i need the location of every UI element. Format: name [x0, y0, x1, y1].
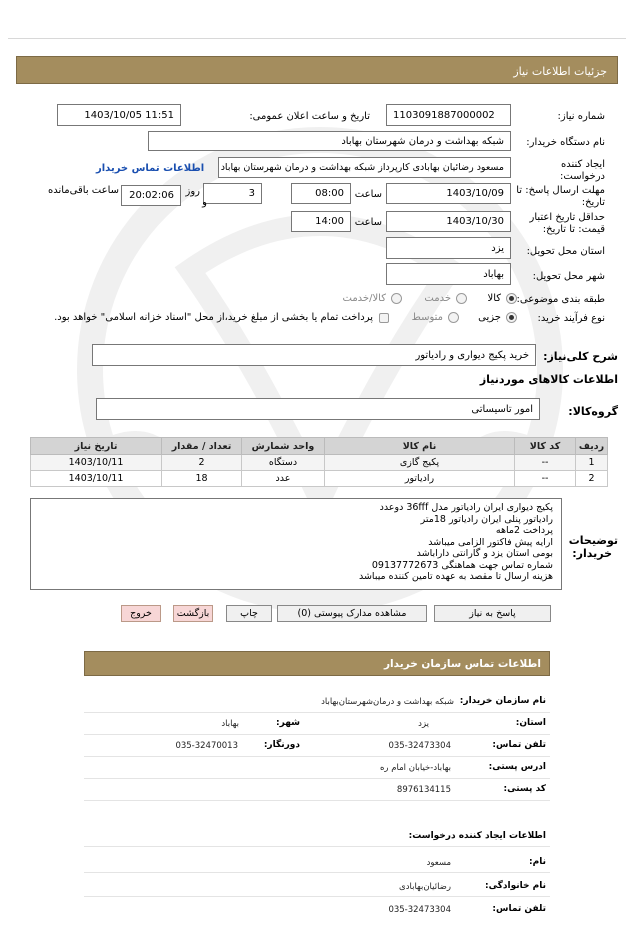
process-option-medium[interactable]: متوسط: [412, 312, 459, 323]
province-field: یزد: [386, 237, 511, 259]
creator-label: ایجاد کننده: [561, 159, 605, 170]
validity-date-field: 1403/10/30: [386, 211, 511, 232]
divider: [84, 846, 550, 847]
creator-name-label: نام:: [529, 857, 546, 867]
summary-label: شرح کلی‌نیاز:: [543, 350, 618, 363]
divider: [84, 896, 550, 897]
cell-code: --: [515, 471, 576, 487]
back-button[interactable]: بازگشت: [173, 605, 213, 622]
contact-city-label: شهر:: [276, 718, 300, 728]
table-header-row: [31, 438, 608, 455]
description-box: [30, 498, 562, 590]
province-label: استان محل تحویل:: [526, 246, 605, 257]
remaining-days-field: 3: [203, 183, 262, 204]
city-label: شهر محل تحویل:: [532, 271, 605, 282]
treasury-checkbox[interactable]: پرداخت تمام یا بخشی از مبلغ خرید،از محل "اسناد خزانه اسلامی" خواهد بود.: [54, 312, 389, 323]
col-header-code: کد کالا: [515, 438, 576, 455]
contact-province-label: استان:: [515, 718, 546, 728]
category-label: طبقه بندی موضوعی:: [516, 294, 605, 305]
contact-fax-label: دورنگار:: [263, 740, 300, 750]
need-number-label: شماره نیاز:: [557, 111, 605, 122]
validity-time-field: 14:00: [291, 211, 351, 232]
description-label: توضیحات: [568, 534, 618, 547]
divider: [84, 778, 550, 779]
creator-label-2: درخواست:: [560, 171, 605, 182]
checkbox-icon[interactable]: [379, 313, 389, 323]
cell-unit: دستگاه: [242, 455, 325, 471]
contact-section-title: اطلاعات تماس سازمان خریدار: [84, 651, 550, 676]
validity-label: حداقل تاریخ اعتبار: [529, 212, 605, 223]
print-button[interactable]: چاپ: [226, 605, 272, 622]
creator-family-value: رضائیان‌بهابادی: [399, 882, 451, 892]
table-row: [31, 471, 608, 487]
goods-group-label: گروه‌کالا:: [568, 405, 618, 418]
validity-time-label: ساعت: [354, 217, 382, 228]
col-header-unit: واحد شمارش: [242, 438, 325, 455]
description-line: ارایه پیش فاکتور الزامی میباشد: [428, 536, 553, 548]
category-option-goods[interactable]: کالا: [487, 293, 517, 304]
contact-address-label: ادرس پستی:: [488, 762, 546, 772]
goods-group-field: امور تاسیساتی: [96, 398, 540, 420]
deadline-time-label: ساعت: [354, 189, 382, 200]
remaining-time-field: 20:02:06: [121, 185, 181, 206]
contact-org-label: نام سازمان خریدار:: [459, 696, 546, 706]
announce-date-label: تاریخ و ساعت اعلان عمومی:: [249, 111, 370, 122]
contact-fax-value: 035-32470013: [175, 741, 238, 751]
contact-province-value: یزد: [418, 719, 429, 729]
summary-field: خرید پکیج دیواری و رادیاتور: [92, 344, 536, 366]
buyer-contact-link[interactable]: اطلاعات تماس خریدار: [96, 163, 205, 174]
divider: [84, 712, 550, 713]
contact-postal-label: کد پستی:: [503, 784, 546, 794]
exit-button[interactable]: خروج: [121, 605, 161, 622]
cell-row: 2: [576, 471, 608, 487]
divider: [84, 734, 550, 735]
contact-org-value: شبکه بهداشت و درمان‌شهرستان‌بهاباد: [321, 697, 454, 707]
contact-postal-value: 8976134115: [396, 785, 451, 795]
reply-button[interactable]: پاسخ به نیاز: [434, 605, 551, 622]
description-line: هزینه ارسال تا مقصد به عهده تامین کننده میباشد: [358, 571, 553, 582]
buyer-org-field: شبکه بهداشت و درمان شهرستان بهاباد: [148, 131, 511, 151]
col-header-row: ردیف: [576, 438, 608, 455]
cell-code: --: [515, 455, 576, 471]
creator-phone-value: 035-32473304: [388, 905, 451, 915]
deadline-label: مهلت ارسال پاسخ: تا: [516, 185, 605, 196]
validity-label-2: قیمت: تا تاریخ:: [542, 224, 605, 235]
creator-phone-label: تلفن تماس:: [492, 904, 546, 914]
goods-section-title: اطلاعات کالاهای موردنیاز: [479, 373, 618, 386]
col-header-date: تاریخ نیاز: [31, 438, 162, 455]
cell-row: 1: [576, 455, 608, 471]
cell-name: رادیاتور: [325, 471, 515, 487]
description-line: پرداخت 2ماهه: [495, 525, 553, 536]
cell-date: 1403/10/11: [31, 455, 162, 471]
page-title: جزئیات اطلاعات نیاز: [16, 56, 618, 84]
divider: [84, 800, 550, 801]
contact-address-value: بهاباد-خیابان امام ره: [379, 763, 451, 773]
description-line: بومی استان یزد و گارانتی داراباشد: [416, 548, 553, 559]
category-option-both[interactable]: کالا/خدمت: [343, 293, 403, 304]
days-label: روز: [185, 186, 200, 197]
radio-selected-icon[interactable]: [506, 293, 517, 304]
attachments-button[interactable]: مشاهده مدارک پیوستی (0): [277, 605, 427, 622]
process-option-small[interactable]: جزیی: [478, 312, 517, 323]
contact-city-value: بهاباد: [221, 719, 239, 729]
col-header-name: نام کالا: [325, 438, 515, 455]
creator-field: مسعود رضائیان بهابادی کارپرداز شبکه بهداشت و درمان شهرستان بهاباد: [218, 157, 511, 178]
process-label: نوع فرآیند خرید:: [537, 313, 605, 324]
radio-icon[interactable]: [391, 293, 402, 304]
deadline-time-field: 08:00: [291, 183, 351, 204]
description-line: رادیاتور پنلی ایران رادیاتور 18متر: [420, 513, 553, 525]
deadline-date-field: 1403/10/09: [386, 183, 511, 204]
description-line: شماره تماس جهت هماهنگی 09137772673: [371, 559, 553, 571]
radio-selected-icon[interactable]: [506, 312, 517, 323]
top-divider: [8, 38, 626, 39]
description-label-2: خریدار:: [572, 547, 612, 560]
deadline-label-2: تاریخ:: [581, 197, 605, 208]
announce-date-field: 1403/10/05 11:51: [57, 104, 181, 126]
divider: [84, 756, 550, 757]
col-header-qty: تعداد / مقدار: [162, 438, 242, 455]
remaining-label: ساعت باقی‌مانده: [47, 185, 119, 196]
contact-phone-label: تلفن تماس:: [492, 740, 546, 750]
table-row: [31, 455, 608, 471]
creator-family-label: نام خانوادگی:: [484, 881, 546, 891]
cell-unit: عدد: [242, 471, 325, 487]
cell-qty: 2: [162, 455, 242, 471]
creator-name-value: مسعود: [426, 858, 451, 868]
category-option-service[interactable]: خدمت: [424, 293, 467, 304]
buyer-org-label: نام دستگاه خریدار:: [526, 137, 605, 148]
cell-name: پکیج گازی: [325, 455, 515, 471]
description-line: پکیج دیواری ایران رادیاتور مدل 36fff دوعدد: [379, 502, 553, 513]
contact-phone-value: 035-32473304: [388, 741, 451, 751]
divider: [84, 872, 550, 873]
creator-section-title: اطلاعات ایجاد کننده درخواست:: [408, 831, 546, 841]
radio-icon[interactable]: [456, 293, 467, 304]
city-field: بهاباد: [386, 263, 511, 285]
need-number-field: 1103091887000002: [386, 104, 511, 126]
cell-qty: 18: [162, 471, 242, 487]
goods-table: [30, 437, 608, 487]
cell-date: 1403/10/11: [31, 471, 162, 487]
days-suffix: و: [202, 197, 207, 208]
radio-icon[interactable]: [448, 312, 459, 323]
